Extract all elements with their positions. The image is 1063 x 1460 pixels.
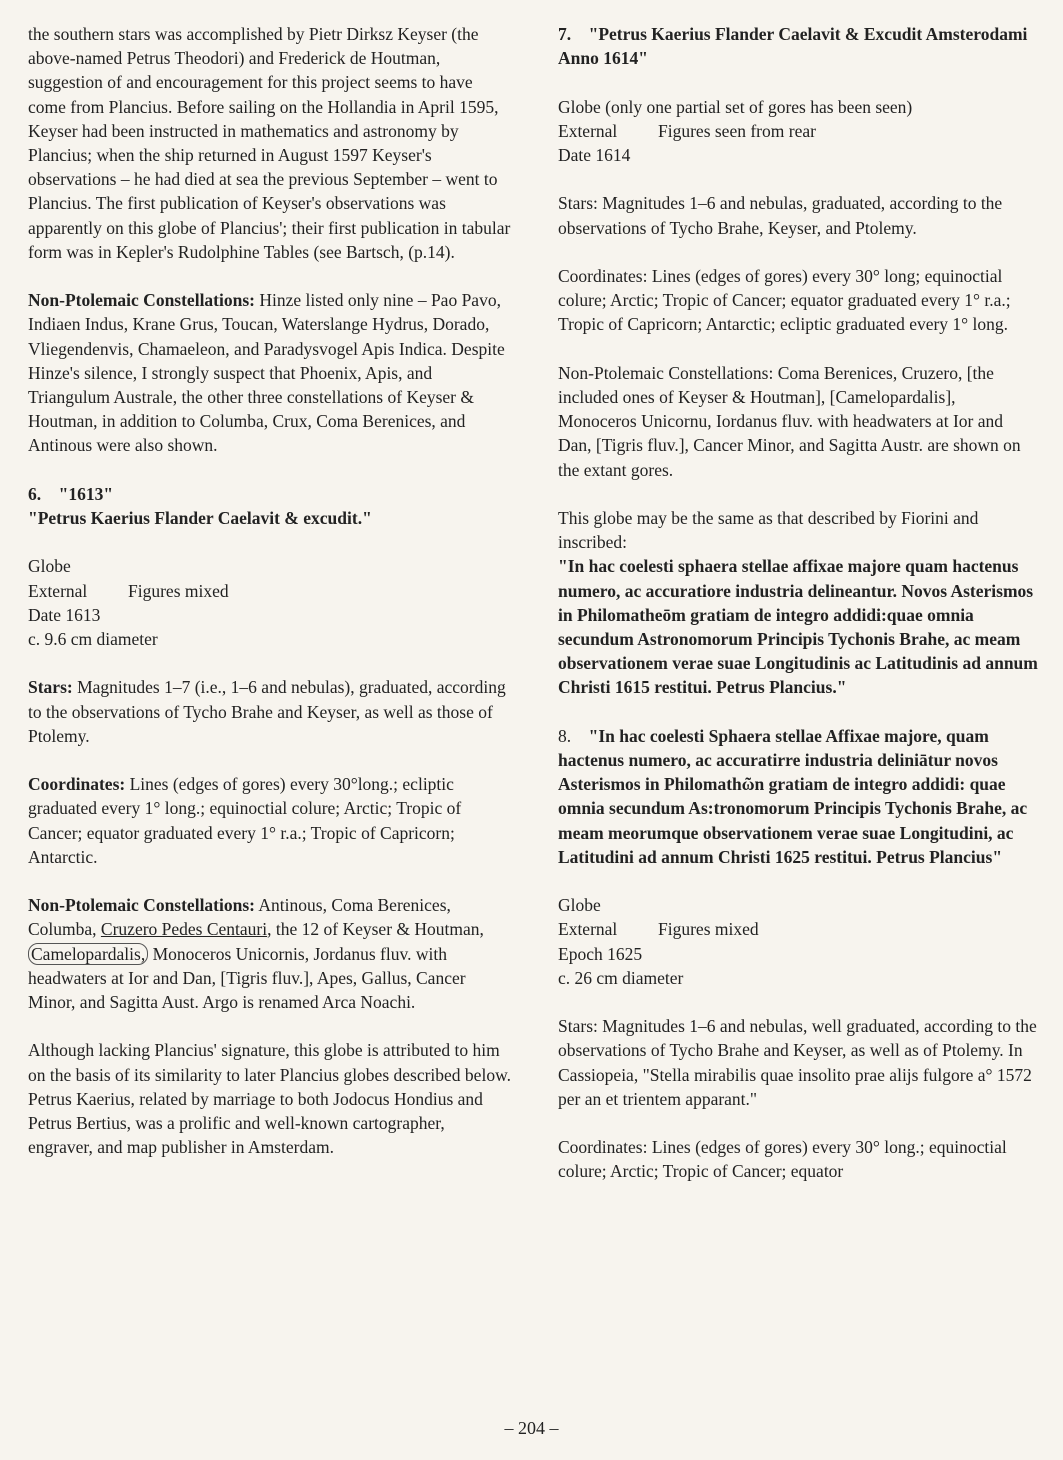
entry-6-number: 6.: [28, 483, 42, 504]
text-coordinates-8: Lines (edges of gores) every 30° long.; equinoctial colure; Arctic; Tropic of Cancer; equator: [558, 1137, 1007, 1182]
entry-6-heading: [28, 482, 513, 530]
entry-7-figures: Figures seen from rear: [658, 120, 816, 141]
entry-7-non-ptolemaic: [558, 361, 1038, 482]
text-stars: Magnitudes 1–7 (i.e., 1–6 and nebulas), graduated, according to the observations of Tycho Brahe and Keyser, as well as those of Ptolemy.: [28, 677, 506, 746]
label-stars: Stars:: [28, 677, 73, 698]
entry-6-date: Date 1613: [28, 604, 101, 625]
text-stars-8: Magnitudes 1–6 and nebulas, well graduated, according to the observations of Tycho Brahe and Keyser, as well as of Ptolemy. In Cassiopeia, "Stella mirabilis quae insolito prae alijs fulgore a° 1572 per an et trientem apparant.": [558, 1016, 1037, 1109]
entry-8-stars: [558, 1014, 1038, 1111]
entry-6-title: "1613": [58, 483, 114, 504]
text-np-b: , the 12 of Keyser & Houtman,: [267, 919, 484, 940]
entry-8-inscription: "In hac coelesti Sphaera stellae Affixae majore, quam hactenus numero, ac accuratirre industria deliniātur novos Asterismos in Philomathῶn gratiam de integro addidi: quae omnia secundum As:tronomorum Principis Tychonis Brahe, ac meam meorumque observationem verae suae Longitudini, ac Latitudini ad annum Christi 1625 restitui. Petrus Plancius": [558, 725, 1028, 867]
text-np-a: Antinous, Coma Berenices, Columba,: [28, 895, 451, 940]
label-non-ptolemaic: Non-Ptolemaic Constellations:: [28, 290, 255, 311]
entry-8-number: 8.: [558, 725, 572, 746]
paragraph-non-ptolemaic-hinze: [28, 288, 513, 457]
underlined-cruzero: Cruzero Pedes Centauri: [100, 919, 268, 940]
entry-8-external: External: [558, 919, 618, 940]
entry-7-details: [558, 95, 1038, 168]
entry-6-stars: [28, 675, 513, 748]
entry-7-number: 7.: [558, 24, 572, 44]
entry-6-figures: Figures mixed: [128, 580, 229, 601]
page-number: – 204 –: [504, 1418, 559, 1438]
fiorini-inscription: "In hac coelesti sphaera stellae affixae majore quam hactenus numero, ac accuratiore industria delineantur. Novos Asterismos in Philomatheōm gratiam de integro addidi:quae omnia secundum Astronomorum Principis Tychonis Brahe, ac meam observationem verae suae Longitudinis ac Latitudinis ad annum Christi 1615 restitui. Petrus Plancius.": [558, 556, 1038, 698]
entry-8-coordinates: [558, 1135, 1038, 1183]
entry-6-diameter: c. 9.6 cm diameter: [28, 629, 158, 650]
entry-7-stars: [558, 191, 1038, 239]
label-coordinates-7: Coordinates:: [558, 265, 648, 286]
text-coordinates: Lines (edges of gores) every 30°long.; ecliptic graduated every 1° long.; equinoctial colure; Arctic; Tropic of Cancer; equator graduated every 1° r.a.; Tropic of Capricorn; Antarctic.: [28, 774, 462, 867]
text-non-ptolemaic-7: Coma Berenices, Cruzero, [the included ones of Keyser & Houtman], [Camelopardalis], Monoceros Unicornu, Iordanus fluv. with headwaters at Ior and Dan, [Tigris fluv.], Cancer Minor, and Sagitta Austr. are shown on the extant gores.: [558, 362, 1021, 480]
entry-7-fiorini: [558, 506, 1038, 700]
label-non-ptolemaic-6: Non-Ptolemaic Constellations:: [28, 895, 255, 916]
label-coordinates-8: Coordinates:: [558, 1137, 648, 1158]
entry-8-details: [558, 893, 1038, 990]
text-coordinates-7: Lines (edges of gores) every 30° long; equinoctial colure; Arctic; Tropic of Cancer; equator graduated every 1° r.a.; Tropic of Capricorn; Antarctic; ecliptic graduated every 1° long.: [558, 265, 1011, 335]
right-column: [558, 22, 1038, 1208]
entry-8-heading: [558, 724, 1038, 869]
paragraph-kaerius: Although lacking Plancius' signature, this globe is attributed to him on the basis of its similarity to later Plancius globes described below. Petrus Kaerius, related by marriage to both Jodocus Hondius and Petrus Bertius, was a prolific and well-known cartographer, engraver, and map publisher in Amsterdam.: [28, 1040, 511, 1158]
entry-8-figures: Figures mixed: [658, 919, 759, 940]
entry-7-title: "Petrus Kaerius Flander Caelavit & Excudit Amsterodami Anno 1614": [558, 24, 1028, 69]
label-stars-8: Stars:: [558, 1016, 598, 1037]
entry-8-diameter: c. 26 cm diameter: [558, 967, 684, 988]
entry-7-heading: [558, 22, 1038, 70]
label-stars-7: Stars:: [558, 193, 598, 214]
entry-6-non-ptolemaic: [28, 893, 513, 1014]
entry-8-type: Globe: [558, 895, 601, 916]
text-non-ptolemaic: Hinze listed only nine – Pao Pavo, Indiaen Indus, Krane Grus, Toucan, Waterslange Hydrus, Dorado, Vliegendenvis, Chamaeleon, and Paradysvogel Apis Indica. Despite Hinze's silence, I strongly suspect that Phoenix, Apis, and Triangulum Australe, the other three constellations of Keyser & Houtman, in addition to Columba, Crux, Coma Berenices, and Antinous were also shown.: [28, 290, 505, 456]
entry-8-epoch: Epoch 1625: [558, 943, 643, 964]
text-stars-7: Magnitudes 1–6 and nebulas, graduated, according to the observations of Tycho Brahe, Keyser, and Ptolemy.: [558, 193, 1003, 238]
paragraph-keyser: the southern stars was accomplished by Pietr Dirksz Keyser (the above-named Petrus Theodori) and Frederick de Houtman, suggestion of and encouragement for this project seems to have come from Plancius. Before sailing on the Hollandia in April 1595, Keyser had been instructed in mathematics and astronomy by Plancius; when the ship returned in August 1597 Keyser's observations – he had died at sea the previous September – went to Plancius. The first publication of Keyser's observations was apparently on this globe of Plancius'; their first publication in tabular form was in Kepler's Rudolphine Tables (see Bartsch, (p.14).: [28, 24, 511, 262]
entry-6-inscription: "Petrus Kaerius Flander Caelavit & excudit.": [28, 508, 372, 529]
left-column: [28, 22, 513, 1184]
entry-7-type: Globe (only one partial set of gores has been seen): [558, 96, 913, 117]
circled-camelopardalis: Camelopardalis,: [28, 943, 148, 965]
entry-6-external: External: [28, 580, 88, 601]
text-np-c: Monoceros Unicornis, Jordanus fluv. with headwaters at Ior and Dan, [Tigris fluv.], Apes, Gallus, Cancer Minor, and Sagitta Aust. Argo is renamed Arca Noachi.: [28, 943, 466, 1013]
entry-7-coordinates: [558, 264, 1038, 337]
entry-7-date: Date 1614: [558, 145, 631, 165]
label-non-ptolemaic-7: Non-Ptolemaic Constellations:: [558, 362, 774, 383]
entry-6-coordinates: [28, 772, 513, 869]
fiorini-intro: This globe may be the same as that described by Fiorini and inscribed:: [558, 507, 979, 553]
entry-7-external: External: [558, 120, 618, 141]
entry-6-type: Globe: [28, 556, 71, 577]
entry-6-details: [28, 554, 513, 651]
label-coordinates: Coordinates:: [28, 774, 126, 795]
